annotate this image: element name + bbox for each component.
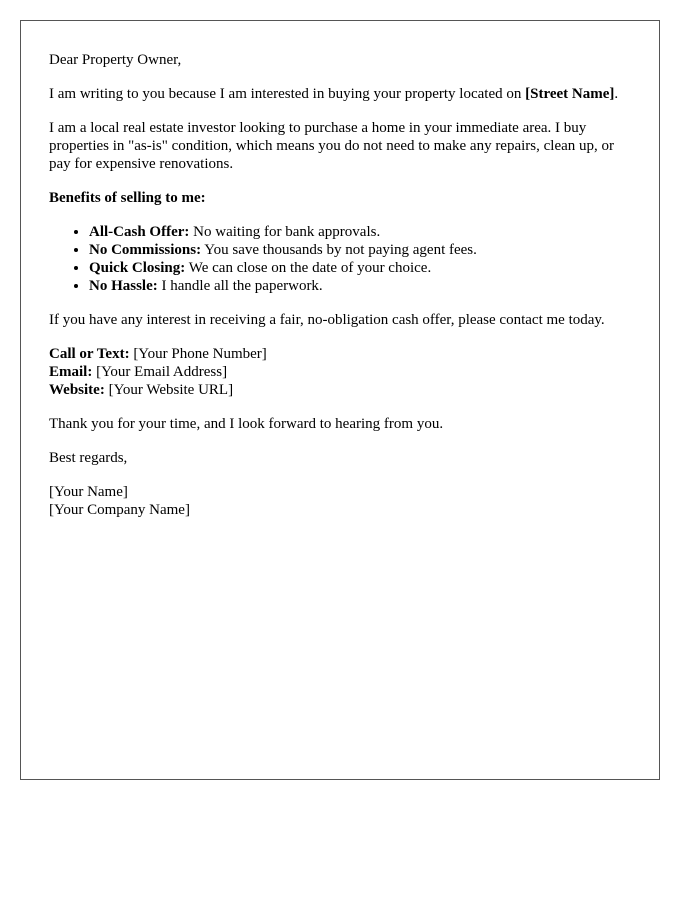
signature-name: [Your Name] [49, 484, 128, 500]
benefit-item-all-cash [89, 223, 631, 241]
benefit-text: I handle all the paperwork. [157, 278, 323, 294]
benefit-text: You save thousands by not paying agent fees. [201, 242, 477, 258]
benefit-item-no-commissions [89, 241, 631, 259]
interest-paragraph: If you have any interest in receiving a fair, no-obligation cash offer, please contact me today. [49, 312, 605, 328]
benefit-text: We can close on the date of your choice. [185, 260, 432, 276]
salutation: Dear Property Owner, [49, 52, 182, 68]
contact-label: Website: [49, 382, 105, 398]
contact-website [49, 381, 631, 399]
street-name-placeholder: [Street Name] [525, 86, 615, 102]
signature-block [49, 483, 631, 519]
thanks-paragraph: Thank you for your time, and I look forward to hearing from you. [49, 416, 444, 432]
contact-email [49, 363, 631, 381]
signature-company: [Your Company Name] [49, 502, 190, 518]
benefit-item-no-hassle [89, 277, 631, 295]
contact-label: Call or Text: [49, 346, 130, 362]
closing-line: Best regards, [49, 450, 128, 466]
contact-block [49, 345, 631, 399]
contact-label: Email: [49, 364, 93, 380]
benefit-text: No waiting for bank approvals. [189, 224, 381, 240]
intro-period: . [614, 86, 619, 102]
benefits-heading: Benefits of selling to me: [49, 190, 206, 206]
letter-page [20, 20, 660, 780]
contact-value: [Your Email Address] [92, 364, 228, 380]
intro-text: I am writing to you because I am interested in buying your property located on [49, 86, 526, 102]
intro-paragraph [49, 85, 631, 103]
benefit-label: No Hassle: [89, 278, 158, 294]
benefit-item-quick-closing [89, 259, 631, 277]
benefit-label: Quick Closing: [89, 260, 186, 276]
benefit-label: All-Cash Offer: [89, 224, 190, 240]
benefit-label: No Commissions: [89, 242, 202, 258]
contact-phone [49, 345, 631, 363]
contact-value: [Your Phone Number] [129, 346, 267, 362]
benefits-list [49, 223, 631, 295]
investor-paragraph: I am a local real estate investor looking to purchase a home in your immediate area. I buy properties in "as-is" condition, which means you do not need to make any repairs, clean up, or pay for expensive renovations. [49, 120, 615, 172]
contact-value: [Your Website URL] [104, 382, 234, 398]
